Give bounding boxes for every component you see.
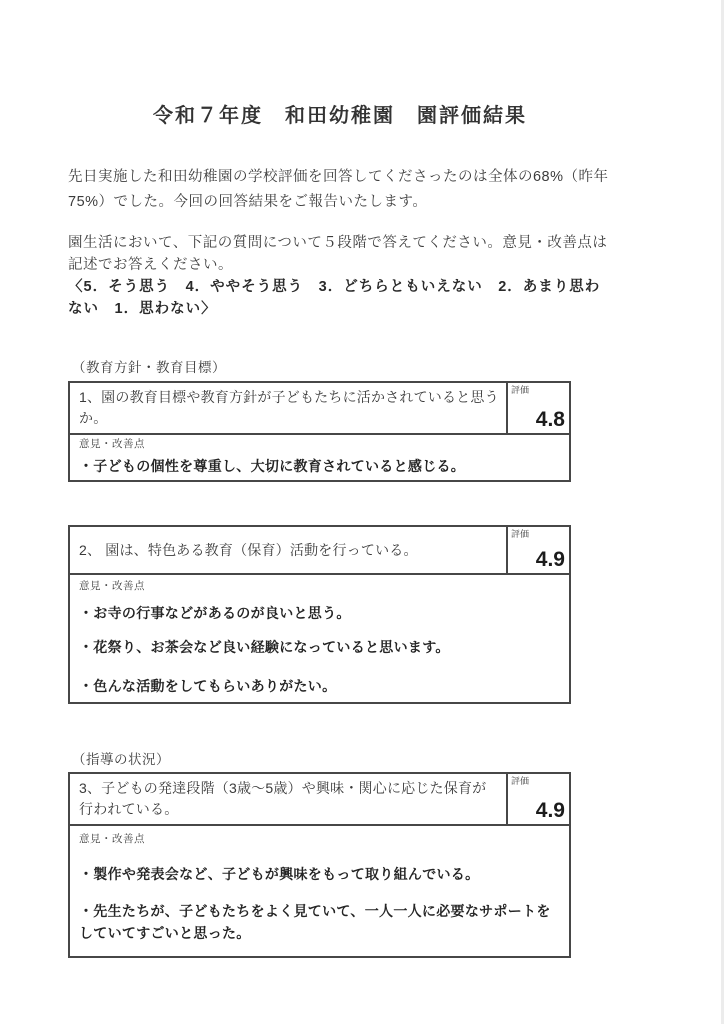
question-text: 2、 園は、特色ある教育（保育）活動を行っている。	[79, 541, 418, 558]
comment-item: ・子どもの個性を尊重し、大切に教育されていると感じる。	[79, 458, 466, 474]
comment-item: ・色んな活動をしてもらいありがたい。	[79, 678, 337, 694]
comment-item: ・花祭り、お茶会など良い経験になっていると思います。	[79, 639, 450, 655]
rating-cell	[506, 774, 569, 824]
question-row	[70, 383, 569, 435]
comments-label: 意見・改善点	[79, 580, 145, 592]
rating-value: 4.9	[535, 799, 565, 822]
evaluation-table-1	[68, 381, 571, 482]
rating-value: 4.9	[535, 548, 565, 571]
comments-cell	[70, 435, 569, 480]
comment-item: ・お寺の行事などがあるのが良いと思う。	[79, 605, 351, 621]
rating-label: 評価	[511, 529, 530, 539]
comments-cell	[70, 826, 569, 956]
comments-label: 意見・改善点	[79, 833, 145, 845]
intro-paragraph: 先日実施した和田幼稚園の学校評価を回答してくださったのは全体の68%（昨年75%）でした。今回の回答結果をご報告いたします。	[68, 169, 609, 210]
rating-cell	[506, 383, 569, 433]
survey-instructions: 園生活において、下記の質問について５段階で答えてください。意見・改善点は記述でお答えください。	[68, 235, 608, 273]
comment-item: ・製作や発表会など、子どもが興味をもって取り組んでいる。	[79, 866, 480, 882]
question-text: 1、園の教育目標や教育方針が子どもたちに活かされていると思うか。	[79, 389, 499, 426]
section-label-guidance: （指導の状況）	[72, 752, 170, 767]
rating-label: 評価	[511, 385, 530, 395]
comments-cell	[70, 575, 569, 702]
question-row	[70, 527, 569, 575]
rating-value: 4.8	[535, 408, 565, 431]
rating-cell	[506, 527, 569, 573]
rating-scale-legend: 〈5．そう思う 4．ややそう思う 3．どちらともいえない 2．あまり思わない 1．思わない〉	[68, 279, 601, 317]
page-title: 令和７年度 和田幼稚園 園評価結果	[153, 105, 527, 127]
rating-label: 評価	[511, 776, 530, 786]
evaluation-table-2	[68, 525, 571, 704]
question-text: 3、子どもの発達段階（3歳～5歳）や興味・関心に応じた保育が行われている。	[79, 780, 487, 817]
section-label-education-policy: （教育方針・教育目標）	[72, 360, 226, 375]
question-row	[70, 774, 569, 826]
comment-item: ・先生たちが、子どもたちをよく見ていて、一人一人に必要なサポートをしていてすごいと思った。	[79, 903, 551, 941]
comments-label: 意見・改善点	[79, 438, 145, 450]
evaluation-table-3	[68, 772, 571, 958]
